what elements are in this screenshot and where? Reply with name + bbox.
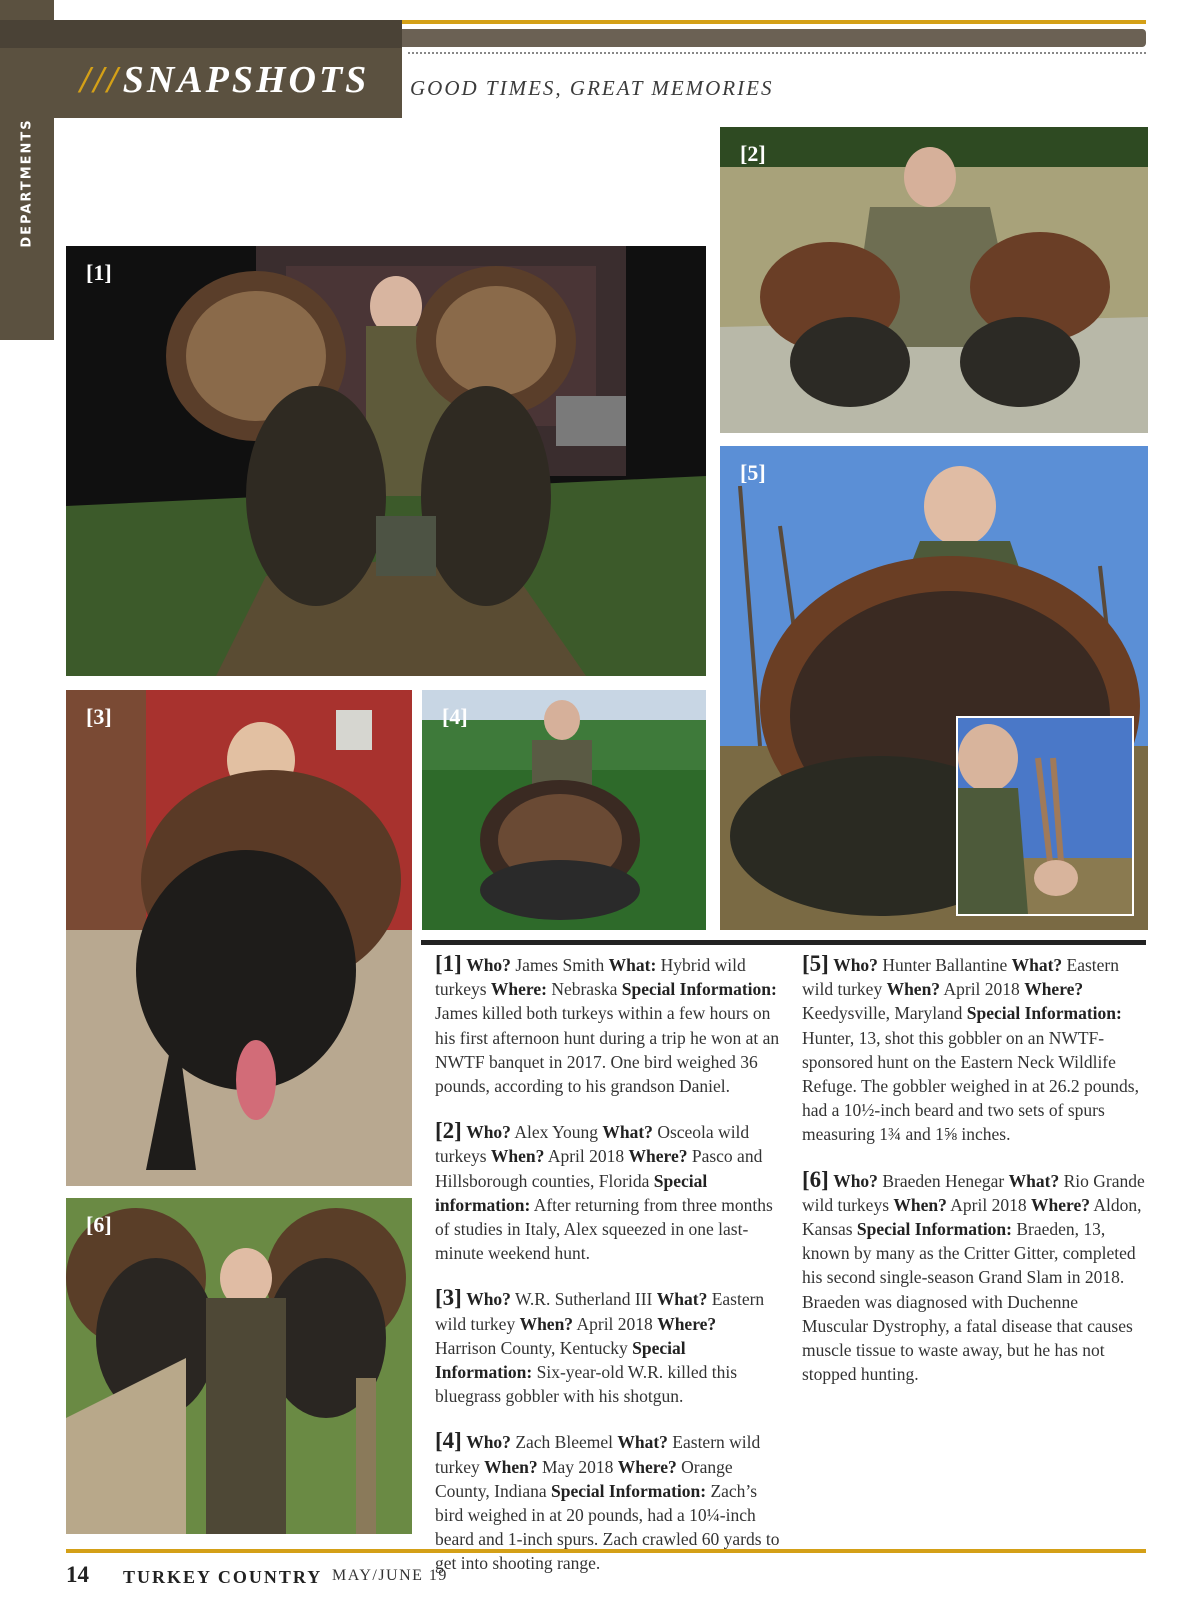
title-text: SNAPSHOTS bbox=[122, 59, 370, 101]
when-label: When? bbox=[886, 979, 941, 1000]
caption-3 bbox=[435, 1286, 780, 1408]
header-dotted-rule bbox=[408, 52, 1146, 54]
where-label: Where? bbox=[657, 1313, 717, 1334]
where-value: Harrison County, Kentucky bbox=[435, 1337, 628, 1358]
where-value: Nebraska bbox=[551, 979, 618, 1000]
what-label: What: bbox=[608, 955, 657, 975]
photo-6 bbox=[66, 1198, 412, 1534]
info-label: Special Information: bbox=[856, 1219, 1012, 1240]
who-label: Who? bbox=[833, 1170, 878, 1191]
info-value: James killed both turkeys within a few hours on his first afternoon hunt during a trip he won at an NWTF banquet in 2017. One bird weighed 36 pounds, according to his grandson Daniel. bbox=[435, 1003, 780, 1097]
who-value: James Smith bbox=[515, 955, 605, 975]
photo-number: [6] bbox=[86, 1212, 112, 1237]
when-value: April 2018 bbox=[576, 1313, 653, 1334]
where-value: Aldon, Kansas bbox=[802, 1194, 1142, 1240]
when-value: April 2018 bbox=[547, 1146, 625, 1167]
header-gold-rule bbox=[402, 20, 1146, 24]
info-label: Special Information: bbox=[435, 1337, 686, 1383]
info-value: After returning from three months of studies in Italy, Alex squeezed in one last-minute weekend hunt. bbox=[435, 1194, 773, 1264]
photo-number: [4] bbox=[442, 704, 468, 729]
when-label: When? bbox=[893, 1194, 947, 1215]
when-value: April 2018 bbox=[950, 1194, 1027, 1215]
caption-6 bbox=[802, 1168, 1147, 1387]
caption-5 bbox=[802, 952, 1147, 1147]
when-label: When? bbox=[519, 1313, 574, 1334]
what-label: What? bbox=[617, 1432, 668, 1453]
info-label: Special Information: bbox=[966, 1003, 1122, 1024]
caption-1 bbox=[435, 952, 780, 1098]
photo-2 bbox=[720, 127, 1148, 433]
when-value: May 2018 bbox=[541, 1456, 614, 1477]
photo-3 bbox=[66, 690, 412, 1186]
when-value: April 2018 bbox=[943, 979, 1020, 1000]
header-top-band bbox=[0, 20, 402, 48]
section-header bbox=[54, 48, 402, 118]
who-label: Who? bbox=[466, 955, 511, 975]
what-value: Hybrid wild turkeys bbox=[435, 955, 746, 1000]
sidebar-label: DEPARTMENTS bbox=[19, 118, 35, 248]
photo-5-inset bbox=[956, 716, 1134, 916]
info-label: Special information: bbox=[435, 1170, 708, 1215]
who-label: Who? bbox=[466, 1432, 511, 1453]
where-label: Where? bbox=[628, 1146, 688, 1167]
caption-number: [3] bbox=[435, 1285, 462, 1311]
who-label: Who? bbox=[466, 1289, 511, 1310]
photo-number: [2] bbox=[740, 141, 766, 166]
what-value: Eastern wild turkey bbox=[435, 1432, 761, 1477]
photo-1 bbox=[66, 246, 706, 676]
what-value: Osceola wild turkeys bbox=[435, 1122, 750, 1167]
info-label: Special Information: bbox=[621, 979, 777, 1000]
who-label: Who? bbox=[466, 1122, 511, 1143]
caption-number: [4] bbox=[435, 1428, 462, 1454]
who-value: W.R. Sutherland III bbox=[515, 1289, 653, 1310]
where-label: Where? bbox=[1024, 979, 1084, 1000]
caption-2 bbox=[435, 1119, 780, 1265]
info-value: Hunter, 13, shot this gobbler on an NWTF-sponsored hunt on the Eastern Neck Wildlife Refuge. The gobbler weighed in at 26.2 pounds, had a 10½-inch beard and two sets of spurs measuring 1¾ and 1⅝ inches. bbox=[802, 1027, 1139, 1145]
caption-divider bbox=[421, 940, 1146, 945]
captions-column-2 bbox=[802, 952, 1147, 1407]
what-label: What? bbox=[1011, 955, 1063, 975]
captions-column-1 bbox=[435, 952, 780, 1597]
magazine-name: TURKEY COUNTRY bbox=[123, 1567, 323, 1587]
where-value: Keedysville, Maryland bbox=[802, 1003, 963, 1024]
what-value: Rio Grande wild turkeys bbox=[802, 1170, 1145, 1215]
caption-number: [6] bbox=[802, 1166, 829, 1192]
caption-4 bbox=[435, 1429, 780, 1575]
what-label: What? bbox=[602, 1122, 653, 1143]
section-tagline: GOOD TIMES, GREAT MEMORIES bbox=[410, 76, 774, 100]
where-label: Where? bbox=[617, 1456, 677, 1477]
info-value: Braeden, 13, known by many as the Critter Gitter, completed his second single-season Grand Slam in 2018. Braeden was diagnosed with Duchenne Muscular Dystrophy, a fatal disease that causes muscle tissue to waste away, but he has not stopped hunting. bbox=[802, 1219, 1136, 1385]
photo-4 bbox=[422, 690, 706, 930]
when-label: When? bbox=[484, 1456, 538, 1477]
where-value: Pasco and Hillsborough counties, Florida bbox=[435, 1146, 763, 1191]
photo-5 bbox=[720, 446, 1148, 930]
title-slashes: /// bbox=[80, 59, 121, 101]
where-value: Orange County, Indiana bbox=[435, 1456, 733, 1501]
photo-number: [5] bbox=[740, 460, 766, 485]
page-number: 14 bbox=[66, 1562, 89, 1587]
when-label: When? bbox=[490, 1146, 545, 1167]
who-value: Hunter Ballantine bbox=[882, 955, 1008, 975]
where-label: Where? bbox=[1031, 1194, 1090, 1215]
info-value: Zach’s bird weighed in at 20 pounds, had a 10¼-inch beard and 1-inch spurs. Zach crawled 60 yards to get into shooting range. bbox=[435, 1480, 780, 1574]
photo-number: [3] bbox=[86, 704, 112, 729]
who-value: Alex Young bbox=[514, 1122, 598, 1143]
issue-date: MAY/JUNE 19 bbox=[332, 1567, 448, 1584]
caption-number: [5] bbox=[802, 951, 829, 976]
what-label: What? bbox=[1008, 1170, 1060, 1191]
what-label: What? bbox=[656, 1289, 708, 1310]
who-label: Who? bbox=[833, 955, 878, 975]
departments-sidebar bbox=[0, 0, 54, 340]
info-value: Six-year-old W.R. killed this bluegrass gobbler with his shotgun. bbox=[435, 1362, 737, 1407]
what-value: Eastern wild turkey bbox=[435, 1289, 765, 1334]
section-title bbox=[80, 58, 369, 102]
who-value: Braeden Henegar bbox=[882, 1170, 1005, 1191]
photo-number: [1] bbox=[86, 260, 112, 285]
who-value: Zach Bleemel bbox=[515, 1432, 613, 1453]
info-label: Special Information: bbox=[551, 1480, 707, 1501]
caption-number: [1] bbox=[435, 951, 462, 976]
header-grey-bar bbox=[402, 29, 1146, 47]
what-value: Eastern wild turkey bbox=[802, 955, 1120, 1000]
caption-number: [2] bbox=[435, 1118, 462, 1144]
where-label: Where: bbox=[490, 979, 547, 1000]
footer-gold-rule bbox=[66, 1549, 1146, 1553]
